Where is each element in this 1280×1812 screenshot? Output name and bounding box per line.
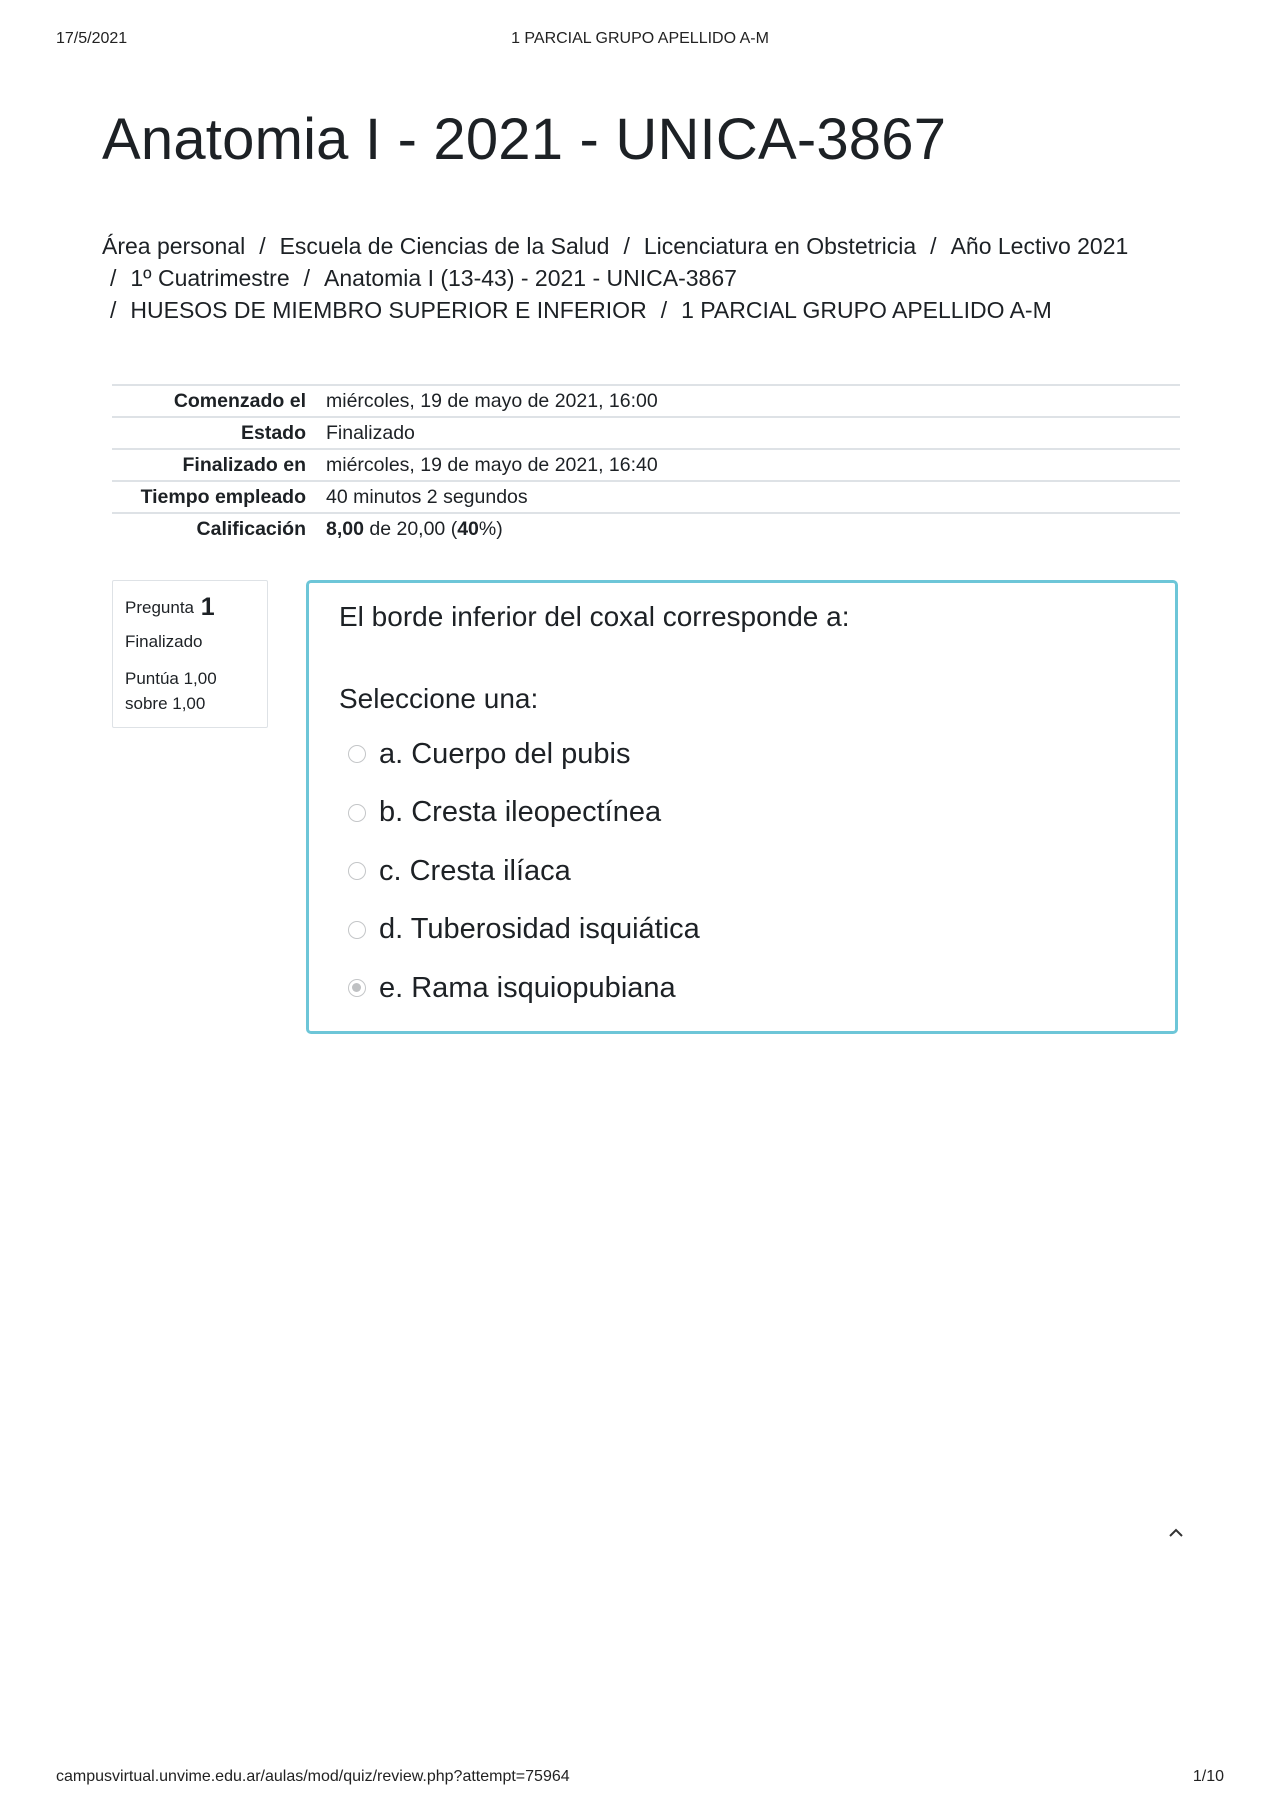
radio-button[interactable] xyxy=(348,745,366,763)
chevron-up-icon[interactable] xyxy=(1164,1520,1188,1544)
breadcrumb-item-cuatrimestre[interactable]: 1º Cuatrimestre xyxy=(130,265,290,291)
breadcrumb-separator: / xyxy=(930,233,937,259)
summary-row-state xyxy=(112,417,1180,449)
grade-of: de 20,00 ( xyxy=(369,518,458,540)
summary-value: miércoles, 19 de mayo de 2021, 16:40 xyxy=(326,454,658,476)
answer-label: c. Cresta ilíaca xyxy=(379,854,571,887)
question-number xyxy=(125,593,255,622)
breadcrumb xyxy=(102,230,1182,326)
answer-label: a. Cuerpo del pubis xyxy=(379,737,631,770)
breadcrumb-separator: / xyxy=(110,265,117,291)
answer-list xyxy=(339,725,1145,1018)
grade-close: %) xyxy=(478,518,503,540)
answer-option-d[interactable] xyxy=(339,901,1145,960)
summary-label: Comenzado el xyxy=(173,390,306,412)
radio-button[interactable] xyxy=(348,921,366,939)
question-text: El borde inferior del coxal corresponde a: xyxy=(339,601,850,632)
question-mark-line1: Puntúa 1,00 xyxy=(125,669,217,688)
question-number-value: 1 xyxy=(200,593,215,621)
breadcrumb-separator: / xyxy=(623,233,630,259)
breadcrumb-item-section[interactable]: HUESOS DE MIEMBRO SUPERIOR E INFERIOR xyxy=(130,297,647,323)
breadcrumb-separator: / xyxy=(303,265,311,291)
radio-button[interactable] xyxy=(348,804,366,822)
print-date: 17/5/2021 xyxy=(56,30,128,47)
answer-label: e. Rama isquiopubiana xyxy=(379,971,676,1004)
question-content xyxy=(306,580,1178,1034)
breadcrumb-separator: / xyxy=(259,233,266,259)
breadcrumb-item-quiz[interactable]: 1 PARCIAL GRUPO APELLIDO A-M xyxy=(681,297,1052,323)
answer-label: d. Tuberosidad isquiática xyxy=(379,913,700,946)
breadcrumb-separator: / xyxy=(110,297,117,323)
print-page-number: 1/10 xyxy=(1192,1768,1224,1785)
radio-button-selected[interactable] xyxy=(348,979,366,997)
summary-value: 40 minutos 2 segundos xyxy=(326,486,528,508)
question-grade xyxy=(125,666,255,716)
grade-percent: 40 xyxy=(457,518,479,540)
answer-option-e[interactable] xyxy=(339,959,1145,1018)
answer-option-a[interactable] xyxy=(339,725,1145,784)
summary-row-time xyxy=(112,481,1180,513)
print-url: campusvirtual.unvime.edu.ar/aulas/mod/quiz/review.php?attempt=75964 xyxy=(56,1768,570,1785)
answer-option-b[interactable] xyxy=(339,784,1145,843)
summary-row-grade xyxy=(112,513,1180,544)
radio-button[interactable] xyxy=(348,862,366,880)
answer-prompt: Seleccione una: xyxy=(339,683,539,714)
grade-score: 8,00 xyxy=(326,518,364,540)
print-header xyxy=(56,30,1224,54)
summary-grade-value xyxy=(316,513,1180,544)
chevron-up-icon-svg xyxy=(1167,1527,1185,1539)
summary-value: miércoles, 19 de mayo de 2021, 16:00 xyxy=(326,390,658,412)
summary-label: Tiempo empleado xyxy=(140,486,306,508)
answer-label: b. Cresta ileopectínea xyxy=(379,796,662,829)
breadcrumb-item-course[interactable]: Anatomia I (13-43) - 2021 - UNICA-3867 xyxy=(324,265,737,291)
breadcrumb-item-licenciatura[interactable]: Licenciatura en Obstetricia xyxy=(643,233,917,259)
summary-row-started xyxy=(112,385,1180,417)
question-info-panel xyxy=(112,580,268,728)
course-title: Anatomia I - 2021 - UNICA-3867 xyxy=(102,107,947,172)
question-state: Finalizado xyxy=(125,632,203,651)
answer-option-c[interactable] xyxy=(339,842,1145,901)
question-label: Pregunta xyxy=(125,598,194,617)
summary-label: Calificación xyxy=(196,518,306,540)
print-title: 1 PARCIAL GRUPO APELLIDO A-M xyxy=(511,30,769,47)
breadcrumb-separator: / xyxy=(660,297,668,323)
breadcrumb-item-ano-lectivo[interactable]: Año Lectivo 2021 xyxy=(950,233,1129,259)
attempt-summary-table xyxy=(112,384,1180,544)
breadcrumb-item-escuela[interactable]: Escuela de Ciencias de la Salud xyxy=(279,233,610,259)
summary-label: Estado xyxy=(240,422,306,444)
breadcrumb-item-area-personal[interactable]: Área personal xyxy=(102,233,246,259)
summary-label: Finalizado en xyxy=(182,454,306,476)
summary-row-finished xyxy=(112,449,1180,481)
question-mark-line2: sobre 1,00 xyxy=(125,694,206,713)
summary-value: Finalizado xyxy=(326,422,415,444)
